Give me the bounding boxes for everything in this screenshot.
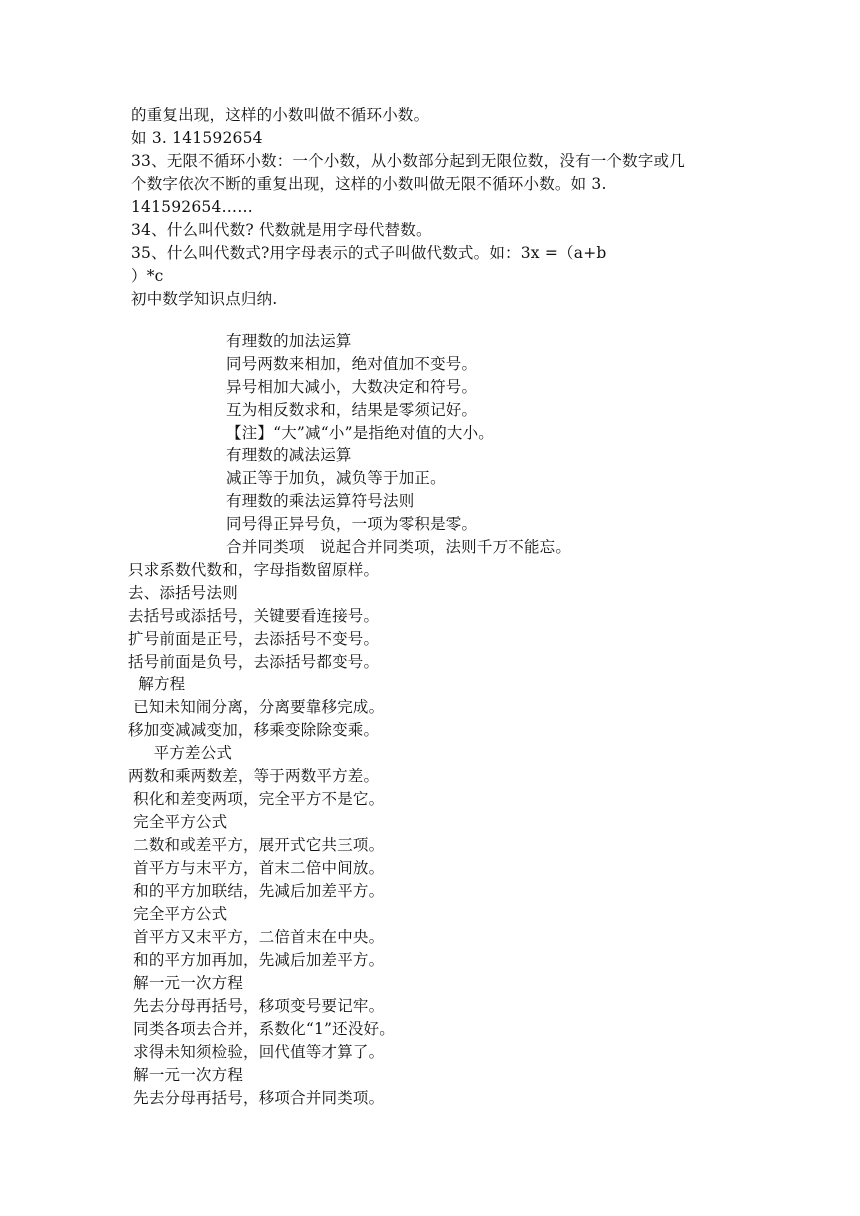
text-line: 二数和或差平方，展开式它共三项。 [128, 836, 385, 854]
text-line: 括号前面是负号，去添括号都变号。 [128, 653, 380, 671]
text-line: 积化和差变两项，完全平方不是它。 [128, 790, 385, 808]
text-line: 初中数学知识点归纳. [131, 290, 278, 308]
text-line: 先去分母再括号，移项合并同类项。 [128, 1089, 385, 1107]
text-line: 个数字依次不断的重复出现，这样的小数叫做无限不循环小数。如 3. [131, 175, 607, 193]
text-line: ）*c [131, 267, 164, 285]
indented-line: 互为相反数求和，结果是零须记好。 [226, 401, 478, 419]
indented-line: 【注】“大”减“小”是指绝对值的大小。 [226, 424, 494, 442]
text-line: 33、无限不循环小数：一个小数，从小数部分起到无限位数，没有一个数字或几 [131, 152, 685, 170]
text-line: 的重复出现，这样的小数叫做不循环小数。 [131, 106, 430, 124]
text-line: 首平方与末平方，首末二倍中间放。 [128, 859, 385, 877]
text-line: 解一元一次方程 [128, 974, 244, 992]
text-line: 首平方又末平方，二倍首末在中央。 [128, 928, 385, 946]
text-line: 去、添括号法则 [128, 584, 238, 602]
text-line: 和的平方加联结，先减后加差平方。 [128, 882, 385, 900]
text-line: 平方差公式 [128, 744, 233, 762]
indented-line: 同号两数来相加，绝对值加不变号。 [226, 355, 478, 373]
text-line: 去括号或添括号，关键要看连接号。 [128, 607, 380, 625]
indented-line: 异号相加大减小，大数决定和符号。 [226, 378, 478, 396]
text-line: 34、什么叫代数? 代数就是用字母代替数。 [131, 221, 432, 239]
text-line: 扩号前面是正号，去添括号不变号。 [128, 630, 380, 648]
indented-line: 减正等于加负，减负等于加正。 [226, 469, 446, 487]
indented-line: 有理数的加法运算 [226, 332, 352, 350]
text-line: 求得未知须检验，回代值等才算了。 [128, 1043, 385, 1061]
indented-line: 有理数的减法运算 [226, 446, 352, 464]
text-line: 先去分母再括号，移项变号要记牢。 [128, 997, 385, 1015]
text-line: 只求系数代数和，字母指数留原样。 [128, 561, 380, 579]
text-line: 已知未知闹分离，分离要靠移完成。 [128, 698, 385, 716]
text-line: 解方程 [128, 675, 186, 693]
text-line: 如 3. 141592654 [131, 129, 263, 147]
text-line: 141592654…… [131, 198, 253, 216]
text-line: 完全平方公式 [128, 813, 228, 831]
text-line: 35、什么叫代数式?用字母表示的式子叫做代数式。如：3x =（a+b [131, 244, 607, 262]
indented-line: 合并同类项 说起合并同类项，法则千万不能忘。 [226, 538, 572, 556]
indented-line: 有理数的乘法运算符号法则 [226, 492, 415, 510]
text-line: 完全平方公式 [128, 905, 228, 923]
text-line: 两数和乘两数差，等于两数平方差。 [128, 767, 380, 785]
text-line: 同类各项去合并，系数化“1”还没好。 [128, 1020, 395, 1038]
indented-line: 同号得正异号负，一项为零积是零。 [226, 515, 478, 533]
text-line: 解一元一次方程 [128, 1066, 244, 1084]
text-line: 移加变减减变加，移乘变除除变乘。 [128, 721, 380, 739]
text-line: 和的平方加再加，先减后加差平方。 [128, 951, 385, 969]
